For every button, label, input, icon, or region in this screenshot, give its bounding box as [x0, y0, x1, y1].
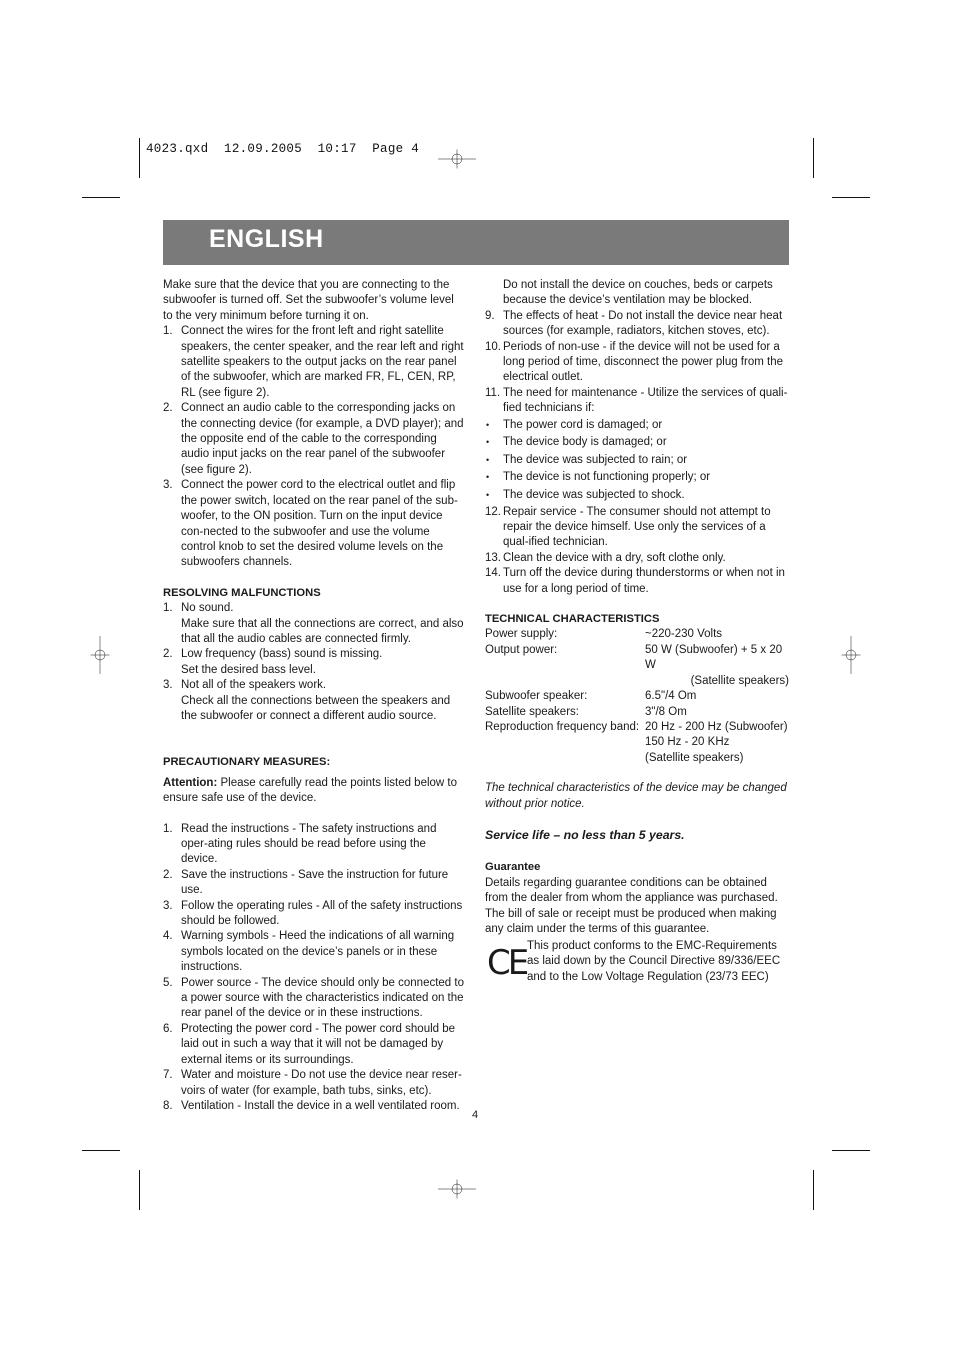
list-item: 8. Ventilation - Install the device in a well ventilated room. [163, 1099, 460, 1112]
right-column [485, 278, 789, 937]
list-item: 14. Turn off the device during thunderstorms or when not in use for a long period of time. [485, 567, 785, 595]
registration-mark-bottom [438, 1170, 476, 1208]
precaution-heading: PRECAUTIONARY MEASURES: [163, 756, 331, 769]
tech-note: The technical characteristics of the device may be changed without prior notice. [485, 782, 787, 810]
precaution-list-end [485, 505, 789, 597]
list-item: 6. Protecting the power cord - The power cord should be laid out in such a way that it will not be damaged by external items or its surroundings. [163, 1022, 456, 1066]
table-row: Satellite speakers: 3"/8 Om [485, 705, 687, 718]
list-item: 5. Power source - The device should only be connected to a power source with the characteristics indicated on the rear panel of the device or in these instructions. [163, 976, 464, 1020]
list-item: 7. Water and moisture - Do not use the device near reser-voirs of water (for example, bath tubs, sinks, etc). [163, 1069, 462, 1097]
list-item: 3. Follow the operating rules - All of the safety instructions should be followed. [163, 899, 463, 928]
guarantee-heading: Guarantee [485, 861, 541, 874]
registration-mark-left [81, 636, 119, 674]
list-item: 2. Low frequency (bass) sound is missing. Set the desired bass level. [163, 648, 383, 676]
intro-paragraph: Make sure that the device that you are connecting to the subwoofer is turned off. Set the subwoofer’s volume level to the very minimum before turning it on. [163, 279, 454, 322]
resolving-heading: RESOLVING MALFUNCTIONS [163, 586, 321, 599]
tech-heading: TECHNICAL CHARACTERISTICS [485, 613, 660, 626]
list-item: • The power cord is damaged; or [486, 418, 663, 431]
list-item: 1. Read the instructions - The safety instructions and oper-ating rules should be read before using the device. [163, 822, 437, 866]
precaution-list [163, 822, 465, 1115]
attention-label: Attention: [163, 776, 218, 789]
list-item: 12. Repair service - The consumer should not attempt to repair the device himself. Use only the services of a qual-ified technician. [485, 505, 771, 549]
list-item: • The device body is damaged; or [486, 436, 667, 449]
list-item: • The device is not functioning properly; or [486, 471, 711, 484]
list-item: • The device was subjected to rain; or [486, 453, 688, 466]
print-slug: 4023.qxd 12.09.2005 10:17 Page 4 [146, 142, 420, 156]
attention-paragraph: Attention: Please carefully read the points listed below to ensure safe use of the device. [163, 776, 458, 805]
table-row: Reproduction frequency band: 20 Hz - 200 Hz (Subwoofer) 150 Hz - 20 KHz (Satellite speakers) [485, 720, 788, 764]
ventilation-continued: Do not install the device on couches, beds or carpets because the device’s ventilation may be blocked. [503, 279, 773, 307]
list-item: 3. Not all of the speakers work. Check all the connections between the speakers and the subwoofer or connect a different audio source. [163, 679, 451, 722]
table-row: Output power: 50 W (Subwoofer) + 5 x 20 W (Satellite speakers) [485, 643, 789, 687]
ce-mark-icon: CE [487, 943, 527, 983]
list-item: • The device was subjected to shock. [486, 489, 685, 502]
page-number: 4 [472, 1109, 479, 1121]
guarantee-text: Details regarding guarantee conditions can be obtained from the dealer from whom the appliance was purchased. The bill of sale or receipt must be produced when making any claim under the terms of this guarantee. [485, 876, 778, 935]
left-column [163, 278, 465, 1114]
malfunction-list [163, 601, 465, 724]
language-banner [163, 220, 789, 265]
list-item: 10. Periods of non-use - if the device will not be used for a long period of time, disconnect the power plug from the electrical outlet. [485, 340, 783, 384]
table-row: Power supply: ~220-230 Volts [485, 628, 723, 641]
list-item: 4. Warning symbols - Heed the indications of all warning symbols located on the device’s panels or in these instructions. [163, 930, 455, 974]
setup-steps [163, 324, 465, 571]
list-item: 3. Connect the power cord to the electrical outlet and flip the power switch, located on the rear panel of the sub-woofer, to the ON position. Turn on the input device con-nected to the subwoofer and use the volume control knob to set the desired volume levels on the subwoofers channels. [163, 479, 458, 569]
page-title: ENGLISH [209, 225, 324, 253]
spec-table [485, 627, 789, 766]
list-item: 2. Save the instructions - Save the instruction for future use. [163, 868, 449, 897]
service-life: Service life – no less than 5 years. [485, 827, 685, 842]
ce-conformity-text: This product conforms to the EMC-Requirements as laid down by the Council Directive 89/336/EEC and to the Low Voltage Regulation (23/73 EEC) [527, 940, 781, 983]
list-item: 13. Clean the device with a dry, soft clothe only. [485, 551, 726, 564]
precaution-list-continued [485, 309, 789, 417]
registration-mark-top [438, 140, 476, 178]
list-item: 11. The need for maintenance - Utilize the services of quali-fied technicians if: [485, 386, 788, 415]
maintenance-bullets [485, 417, 789, 505]
list-item: 2. Connect an audio cable to the corresponding jacks on the connecting device (for example, a DVD player); and the opposite end of the cable to the corresponding audio input jacks on the rear panel of the subwoofer (see figure 2). [163, 402, 464, 476]
list-item: 9. The effects of heat - Do not install the device near heat sources (for example, radiators, kitchen stoves, etc). [485, 309, 783, 338]
list-item: 1. No sound. Make sure that all the connections are correct, and also that all the audio cables are connected firmly. [163, 602, 464, 645]
table-row: Subwoofer speaker: 6.5"/4 Om [485, 690, 697, 703]
registration-mark-right [832, 636, 870, 674]
list-item: 1. Connect the wires for the front left and right satellite speakers, the center speaker, and the rear left and right satellite speakers to the output jacks on the rear panel of the subwoofer, which are marked FR, FL, CEN, RP, RL (see figure 2). [163, 325, 464, 399]
